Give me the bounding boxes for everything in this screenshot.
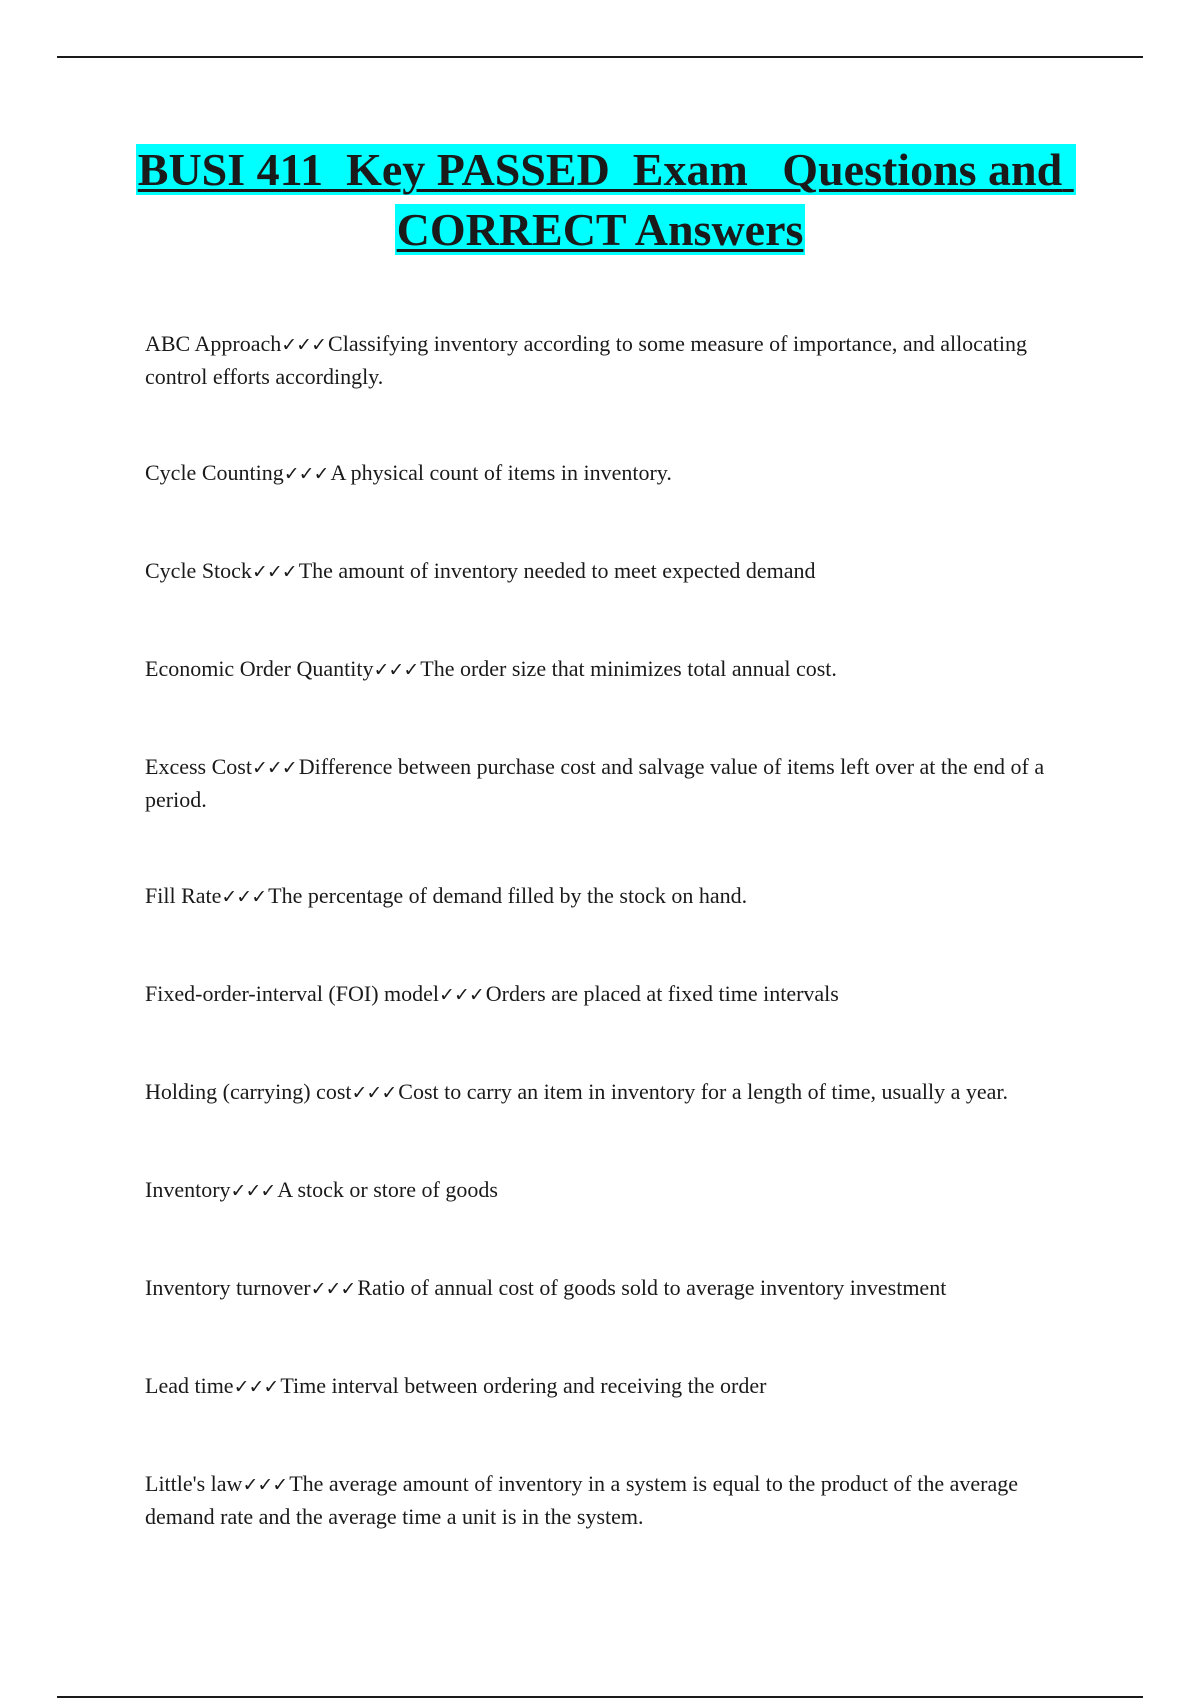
title-text: BUSI 411 Key PASSED Exam Questions and CORRECT Answers: [137, 144, 1074, 255]
top-rule: [57, 56, 1143, 58]
entry-fixed-order-interval-model: [145, 978, 1070, 1011]
entry-abc-approach: [145, 328, 1070, 392]
checkmark-icon: ✓✓✓: [233, 1376, 279, 1398]
entry-list: [145, 328, 1070, 1532]
entry-cycle-stock: [145, 555, 1070, 588]
entry-lead-time: [145, 1370, 1070, 1403]
entry-term: Lead time: [145, 1373, 234, 1398]
entry-definition: Difference between purchase cost and salvage value of items left over at the end of a period.: [145, 754, 1045, 812]
entry-definition: The order size that minimizes total annual cost.: [420, 656, 837, 681]
entry-term: Inventory: [145, 1177, 231, 1202]
bottom-rule: [57, 1696, 1143, 1698]
entry-term: Holding (carrying) cost: [145, 1079, 352, 1104]
entry-term: Little's law: [145, 1471, 243, 1496]
entry-term: Cycle Counting: [145, 460, 284, 485]
entry-definition: The average amount of inventory in a system is equal to the product of the average demand rate and the average time a unit is in the system.: [145, 1471, 1019, 1529]
entry-excess-cost: [145, 751, 1070, 815]
entry-definition: The percentage of demand filled by the stock on hand.: [268, 883, 748, 908]
entry-littles-law: [145, 1468, 1070, 1532]
entry-fill-rate: [145, 880, 1070, 913]
checkmark-icon: ✓✓✓: [251, 757, 297, 779]
entry-holding-cost: [145, 1076, 1070, 1109]
checkmark-icon: ✓✓✓: [221, 886, 267, 908]
checkmark-icon: ✓✓✓: [281, 334, 327, 356]
entry-definition: Time interval between ordering and receiving the order: [280, 1373, 767, 1398]
entry-definition: A stock or store of goods: [277, 1177, 498, 1202]
entry-definition: Cost to carry an item in inventory for a length of time, usually a year.: [398, 1079, 1008, 1104]
entry-definition: Classifying inventory according to some measure of importance, and allocating control efforts accordingly.: [145, 331, 1027, 389]
entry-economic-order-quantity: [145, 653, 1070, 686]
entry-term: Fixed-order-interval (FOI) model: [145, 981, 440, 1006]
checkmark-icon: ✓✓✓: [373, 659, 419, 681]
entry-term: Excess Cost: [145, 754, 252, 779]
entry-term: ABC Approach: [145, 331, 282, 356]
checkmark-icon: ✓✓✓: [283, 463, 329, 485]
entry-term: Fill Rate: [145, 883, 222, 908]
document-title: [100, 140, 1100, 260]
entry-term: Economic Order Quantity: [145, 656, 374, 681]
entry-definition: Ratio of annual cost of goods sold to average inventory investment: [357, 1275, 947, 1300]
entry-definition: A physical count of items in inventory.: [330, 460, 672, 485]
entry-definition: The amount of inventory needed to meet expected demand: [298, 558, 816, 583]
checkmark-icon: ✓✓✓: [230, 1180, 276, 1202]
checkmark-icon: ✓✓✓: [242, 1474, 288, 1496]
checkmark-icon: ✓✓✓: [251, 561, 297, 583]
entry-inventory: [145, 1174, 1070, 1207]
entry-term: Cycle Stock: [145, 558, 252, 583]
entry-term: Inventory turnover: [145, 1275, 311, 1300]
entry-definition: Orders are placed at fixed time intervals: [485, 981, 839, 1006]
entry-inventory-turnover: [145, 1272, 1070, 1305]
checkmark-icon: ✓✓✓: [351, 1082, 397, 1104]
checkmark-icon: ✓✓✓: [439, 984, 484, 1006]
entry-cycle-counting: [145, 457, 1070, 490]
checkmark-icon: ✓✓✓: [310, 1278, 356, 1300]
